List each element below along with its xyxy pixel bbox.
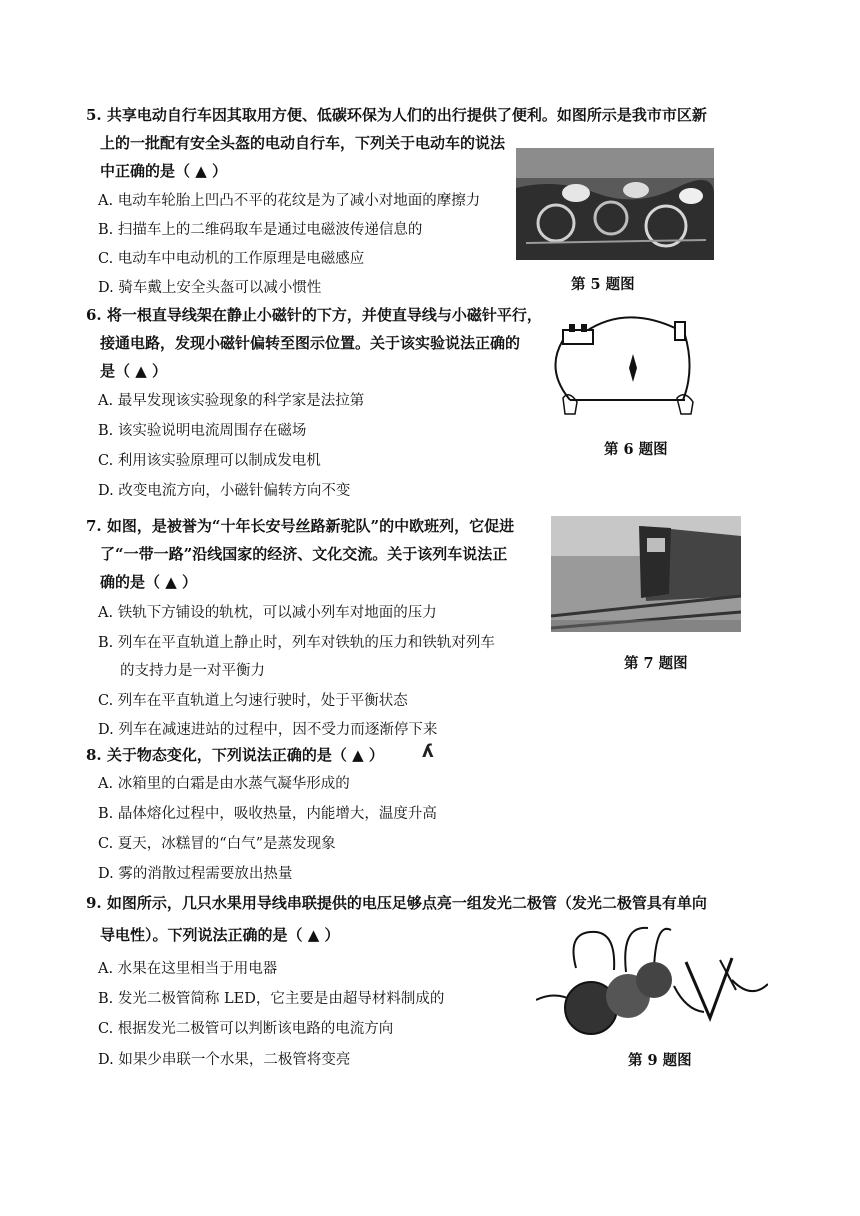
q9-option-b: B. 发光二极管简称 LED，它主要是由超导材料制成的 (98, 991, 445, 1007)
q7-option-b: B. 列车在平直轨道上静止时，列车对铁轨的压力和铁轨对列车 (98, 635, 495, 651)
q6-stem-line3: 是（ ▲ ） (100, 362, 167, 380)
q8-option-b: B. 晶体熔化过程中，吸收热量，内能增大，温度升高 (98, 806, 437, 822)
q8-option-d: D. 雾的消散过程需要放出热量 (98, 866, 293, 882)
q8-option-c: C. 夏天，冰糕冒的“白气”是蒸发现象 (98, 836, 336, 852)
q7-stem-line2: 了“一带一路”沿线国家的经济、文化交流。关于该列车说法正 (100, 545, 508, 563)
q8-stem-line1: 8. 关于物态变化，下列说法正确的是（ ▲ ） (86, 746, 384, 764)
q9-stem-line2: 导电性）。下列说法正确的是（ ▲ ） (100, 926, 340, 944)
q6-option-d: D. 改变电流方向，小磁针偏转方向不变 (98, 483, 351, 499)
q7-stem-line1: 7. 如图，是被誉为“十年长安号丝路新驼队”的中欧班列，它促进 (86, 517, 515, 535)
q5-stem-line3: 中正确的是（ ▲ ） (100, 162, 227, 180)
q9-stem-line1: 9. 如图所示，几只水果用导线串联提供的电压足够点亮一组发光二极管（发光二极管具有单向 (86, 894, 707, 912)
q7-option-d: D. 列车在减速进站的过程中，因不受力而逐渐停下来 (98, 722, 438, 738)
q7-photo-train (551, 516, 741, 632)
q6-option-a: A. 最早发现该实验现象的科学家是法拉第 (98, 393, 365, 409)
q9-figure-caption: 第 9 题图 (628, 1052, 692, 1069)
q5-stem-line1: 5. 共享电动自行车因其取用方便、低碳环保为人们的出行提供了便利。如图所示是我市市区新 (86, 106, 707, 124)
q6-circuit-diagram (545, 310, 705, 430)
handwritten-mark-icon: ʎ (422, 741, 434, 762)
q6-stem-line2: 接通电路，发现小磁针偏转至图示位置。关于该实验说法正确的 (100, 334, 521, 352)
q5-photo-ebikes (516, 148, 714, 260)
q7-option-b-cont: 的支持力是一对平衡力 (120, 663, 265, 679)
q7-option-c: C. 列车在平直轨道上匀速行驶时，处于平衡状态 (98, 693, 408, 709)
q6-figure-caption: 第 6 题图 (604, 441, 668, 458)
q5-option-a: A. 电动车轮胎上凹凸不平的花纹是为了减小对地面的摩擦力 (98, 193, 481, 209)
q7-option-a: A. 铁轨下方铺设的轨枕，可以减小列车对地面的压力 (98, 605, 437, 621)
q7-stem-line3: 确的是（ ▲ ） (100, 573, 197, 591)
q5-option-d: D. 骑车戴上安全头盔可以减小惯性 (98, 280, 322, 296)
q6-stem-line1: 6. 将一根直导线架在静止小磁针的下方，并使直导线与小磁针平行， (86, 306, 542, 324)
q5-stem-line2: 上的一批配有安全头盔的电动自行车，下列关于电动车的说法 (100, 134, 506, 152)
q6-option-b: B. 该实验说明电流周围存在磁场 (98, 423, 307, 439)
q5-figure-caption: 第 5 题图 (571, 276, 635, 293)
q9-fruit-battery-diagram (536, 920, 768, 1044)
q5-option-b: B. 扫描车上的二维码取车是通过电磁波传递信息的 (98, 222, 423, 238)
q8-option-a: A. 冰箱里的白霜是由水蒸气凝华形成的 (98, 776, 350, 792)
q5-option-c: C. 电动车中电动机的工作原理是电磁感应 (98, 251, 365, 267)
q9-option-a: A. 水果在这里相当于用电器 (98, 961, 278, 977)
q9-option-d: D. 如果少串联一个水果，二极管将变亮 (98, 1052, 351, 1068)
q9-option-c: C. 根据发光二极管可以判断该电路的电流方向 (98, 1021, 394, 1037)
q6-option-c: C. 利用该实验原理可以制成发电机 (98, 453, 321, 469)
q7-figure-caption: 第 7 题图 (624, 655, 688, 672)
